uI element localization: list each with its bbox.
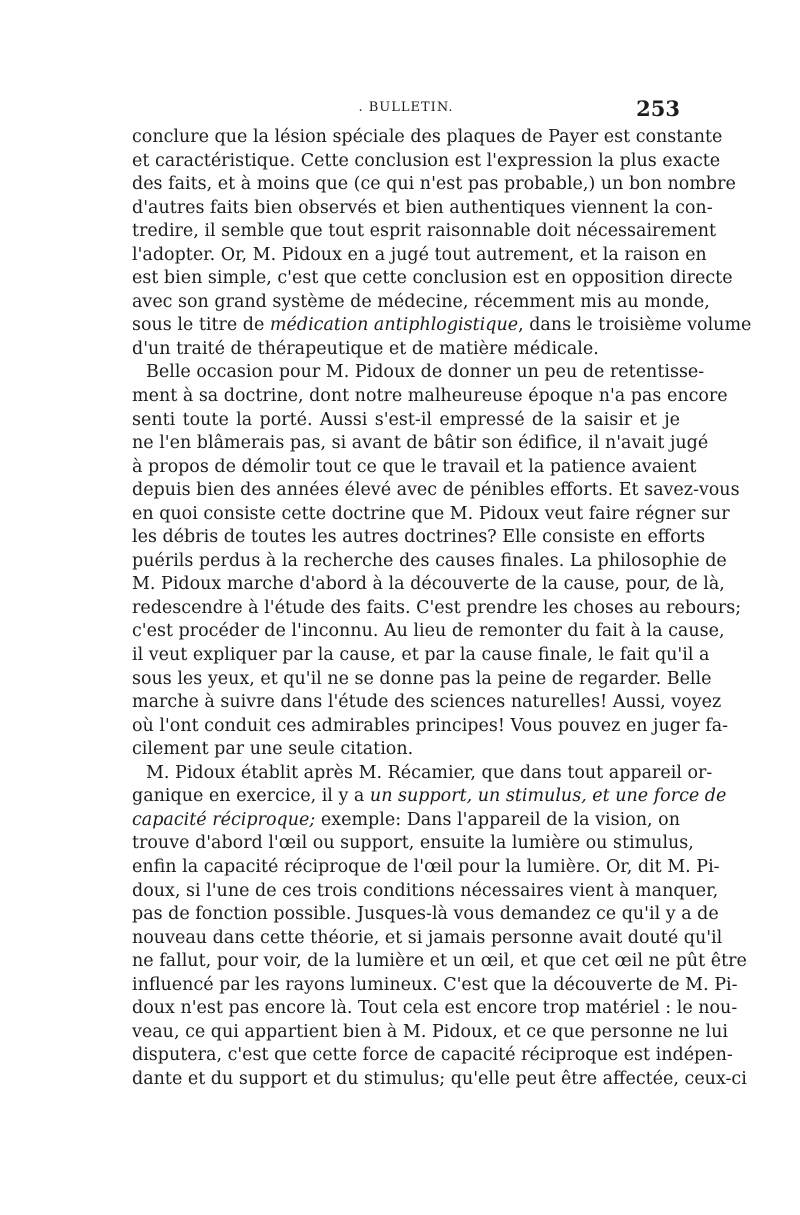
paragraph xyxy=(132,762,747,1092)
text-line xyxy=(132,856,720,880)
text-line xyxy=(132,526,706,550)
text-segment: exemple: Dans l'appareil de la vision, on xyxy=(315,809,680,830)
text-line xyxy=(132,668,712,692)
text-segment: doux, si l'une de ces trois conditions nécessaires vient à manquer, xyxy=(132,880,719,901)
text-line xyxy=(132,220,717,244)
text-line xyxy=(132,197,713,221)
text-segment: d'autres faits bien observés et bien authentiques viennent la con- xyxy=(132,197,713,218)
text-line xyxy=(132,150,721,174)
text-segment: depuis bien des années élevé avec de pénibles efforts. Et savez-vous xyxy=(132,480,740,501)
text-line xyxy=(132,785,727,809)
text-line xyxy=(132,267,733,291)
text-segment: il veut expliquer par la cause, et par la cause finale, le fait qu'il a xyxy=(132,645,710,666)
text-segment: avec son grand système de médecine, récemment mis au monde, xyxy=(132,291,710,312)
text-segment: redescendre à l'étude des faits. C'est prendre les choses au rebours; xyxy=(132,597,742,618)
text-line xyxy=(132,291,710,315)
text-segment: sous les yeux, et qu'il ne se donne pas la peine de regarder. Belle xyxy=(132,668,712,689)
page-number: 253 xyxy=(636,96,680,121)
text-segment: dante et du support et du stimulus; qu'elle peut être affectée, ceux-ci xyxy=(132,1068,747,1089)
italic-text: un support, un stimulus, et une force de xyxy=(369,786,727,807)
text-segment: influencé par les rayons lumineux. C'est que la découverte de M. Pi- xyxy=(132,974,738,995)
text-segment: marche à suivre dans l'étude des sciences naturelles! Aussi, voyez xyxy=(132,692,722,713)
text-segment: ne l'en blâmerais pas, si avant de bâtir son édifice, il n'avait jugé xyxy=(132,433,709,454)
body-text xyxy=(132,126,752,1091)
text-line xyxy=(132,503,730,527)
text-line xyxy=(132,715,729,739)
text-segment: en quoi consiste cette doctrine que M. Pidoux veut faire régner sur xyxy=(132,503,730,524)
italic-text: capacité réciproque; xyxy=(132,809,316,830)
text-line xyxy=(132,974,738,998)
text-segment: , dans le troisième volume xyxy=(518,315,752,336)
running-title: . BULLETIN. xyxy=(358,100,454,115)
text-segment: Belle occasion pour M. Pidoux de donner un peu de retentisse- xyxy=(146,362,705,383)
text-segment: puérils perdus à la recherche des causes finales. La philosophie de xyxy=(132,550,727,571)
text-segment: des faits, et à moins que (ce qui n'est pas probable,) un bon nombre xyxy=(132,174,736,195)
text-segment: ganique en exercice, il y a xyxy=(132,786,370,807)
text-segment: M. Pidoux marche d'abord à la découverte de la cause, pour, de là, xyxy=(132,574,725,595)
text-line xyxy=(132,809,680,833)
text-line xyxy=(132,1021,728,1045)
text-segment: disputera, c'est que cette force de capacité réciproque est indépen- xyxy=(132,1045,733,1066)
text-line xyxy=(132,244,707,268)
italic-text: médication antiphlogistique xyxy=(269,315,519,336)
text-segment: les débris de toutes les autres doctrines? Elle consiste en efforts xyxy=(132,527,706,548)
text-line xyxy=(132,950,747,974)
text-line xyxy=(132,1068,747,1092)
text-segment: enfin la capacité réciproque de l'œil pour la lumière. Or, dit M. Pi- xyxy=(132,856,720,877)
text-line xyxy=(132,361,705,385)
text-segment: c'est procéder de l'inconnu. Au lieu de remonter du fait à la cause, xyxy=(132,621,725,642)
paragraph xyxy=(132,126,752,361)
text-segment: cilement par une seule citation. xyxy=(132,739,414,760)
text-line xyxy=(132,738,680,762)
text-line xyxy=(132,456,697,480)
text-segment: trouve d'abord l'œil ou support, ensuite la lumière ou stimulus, xyxy=(132,833,694,854)
text-segment: est bien simple, c'est que cette conclusion est en opposition directe xyxy=(132,268,733,289)
text-line xyxy=(132,927,723,951)
text-segment: tredire, il semble que tout esprit raisonnable doit nécessairement xyxy=(132,221,717,242)
text-line xyxy=(132,597,742,621)
text-line xyxy=(132,550,727,574)
text-line xyxy=(132,409,680,433)
text-segment: et caractéristique. Cette conclusion est l'expression la plus exacte xyxy=(132,150,721,171)
text-line xyxy=(132,126,723,150)
text-segment: conclure que la lésion spéciale des plaques de Payer est constante xyxy=(132,127,723,147)
text-line xyxy=(132,762,713,786)
text-line xyxy=(132,385,728,409)
text-segment: l'adopter. Or, M. Pidoux en a jugé tout autrement, et la raison en xyxy=(132,244,707,265)
text-line xyxy=(132,880,719,904)
text-line xyxy=(132,997,738,1021)
text-segment: à propos de démolir tout ce que le travail et la patience avaient xyxy=(132,456,697,477)
text-segment: pas de fonction possible. Jusques-là vous demandez ce qu'il y a de xyxy=(132,904,719,925)
page-header xyxy=(132,96,680,122)
text-segment: ment à sa doctrine, dont notre malheureuse époque n'a pas encore xyxy=(132,386,728,407)
text-line xyxy=(132,1044,733,1068)
text-segment: sous le titre de xyxy=(132,315,270,336)
text-line xyxy=(132,173,736,197)
text-line xyxy=(132,314,752,338)
text-line xyxy=(132,832,694,856)
text-segment: ne fallut, pour voir, de la lumière et un œil, et que cet œil ne pût être xyxy=(132,951,747,972)
text-segment: d'un traité de thérapeutique et de matière médicale. xyxy=(132,338,599,359)
text-line xyxy=(132,903,719,927)
text-line xyxy=(132,338,680,362)
text-line xyxy=(132,479,740,503)
text-line xyxy=(132,620,725,644)
text-segment: où l'ont conduit ces admirables principes! Vous pouvez en juger fa- xyxy=(132,715,729,736)
text-line xyxy=(132,573,725,597)
text-line xyxy=(132,432,709,456)
text-segment: nouveau dans cette théorie, et si jamais personne avait douté qu'il xyxy=(132,927,723,948)
text-segment: veau, ce qui appartient bien à M. Pidoux, et ce que personne ne lui xyxy=(132,1021,728,1042)
paragraph xyxy=(132,361,742,761)
text-line xyxy=(132,644,710,668)
text-segment: M. Pidoux établit après M. Récamier, que dans tout appareil or- xyxy=(146,762,713,783)
text-line xyxy=(132,691,722,715)
text-segment: doux n'est pas encore là. Tout cela est encore trop matériel : le nou- xyxy=(132,998,738,1019)
text-segment: senti toute la porté. Aussi s'est-il empressé de la saisir et je xyxy=(132,409,680,430)
